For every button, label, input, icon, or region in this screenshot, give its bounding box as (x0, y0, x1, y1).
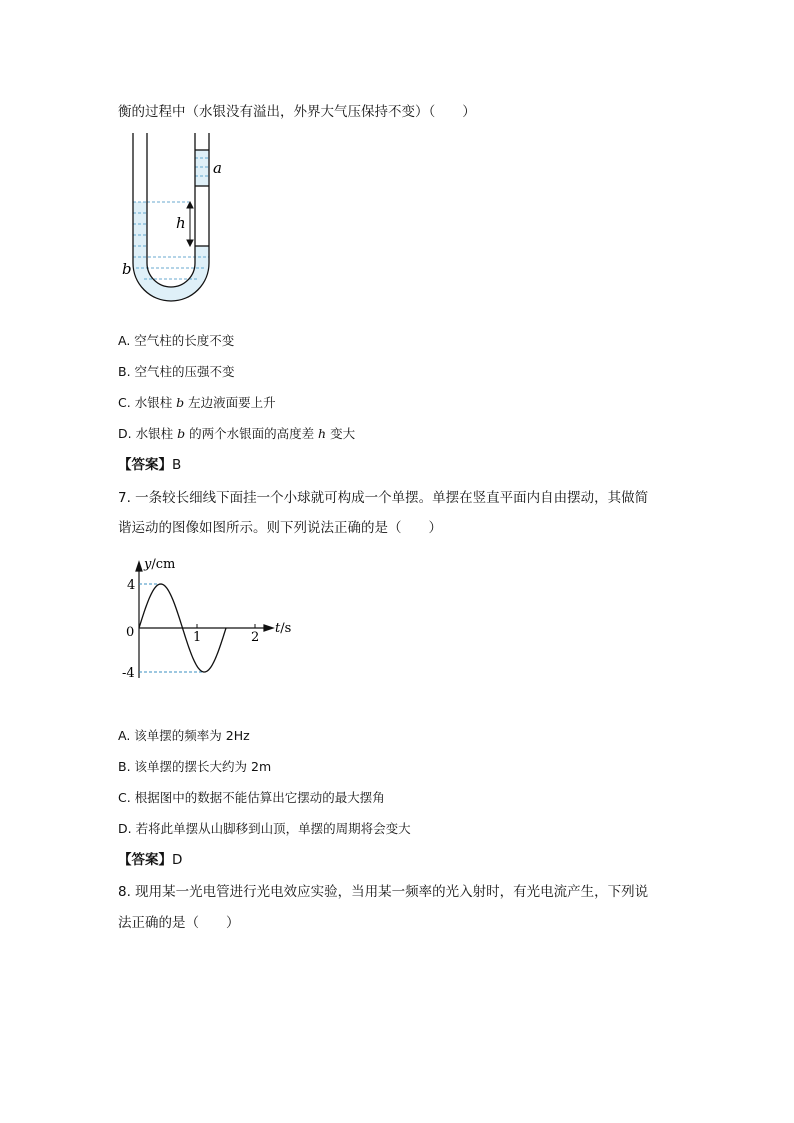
chart-x-label: t/s (275, 621, 292, 636)
label-b: b (122, 260, 132, 278)
u-tube-water (133, 150, 209, 301)
q6-option-a: A. 空气柱的长度不变 (118, 333, 235, 348)
y-tick-label: 4 (127, 578, 136, 593)
q7-option-c: C. 根据图中的数据不能估算出它摆动的最大摆角 (118, 790, 385, 805)
chart-ticks (122, 578, 259, 681)
y-tick-label: -4 (122, 666, 135, 681)
height-arrow (187, 202, 193, 246)
q8-stem-line1: 8. 现用某一光电管进行光电效应实验，当用某一频率的光入射时，有光电流产生，下列说 (118, 884, 649, 900)
q6-stem-line: 衡的过程中（水银没有溢出，外界大气压保持不变）（ ） (118, 104, 476, 120)
x-tick-label: 2 (251, 630, 260, 645)
q7-option-b: B. 该单摆的摆长大约为 2m (118, 759, 272, 774)
q6-option-c: C. 水银柱 b 左边液面要上升 (118, 395, 276, 410)
label-h: h (176, 214, 186, 232)
q6-option-d: D. 水银柱 b 的两个水银面的高度差 h 变大 (118, 426, 356, 441)
chart-origin-label: 0 (126, 625, 135, 640)
q8-stem-line2: 法正确的是（ ） (118, 915, 240, 931)
q7-stem-line2: 谐运动的图像如图所示。则下列说法正确的是（ ） (118, 520, 442, 536)
q7-stem-line1: 7. 一条较长细线下面挂一个小球就可构成一个单摆。单摆在竖直平面内自由摆动，其做简 (118, 490, 649, 506)
x-tick-label: 1 (193, 630, 202, 645)
label-a: a (213, 159, 222, 177)
q6-option-b: B. 空气柱的压强不变 (118, 364, 235, 379)
shm-displacement-chart (114, 556, 314, 686)
chart-axes (136, 562, 273, 678)
chart-y-label: y/cm (144, 557, 176, 572)
q7-answer: 【答案】D (118, 852, 183, 868)
q7-option-d: D. 若将此单摆从山脚移到山顶，单摆的周期将会变大 (118, 821, 411, 836)
q6-answer: 【答案】B (118, 457, 182, 473)
u-tube-figure (114, 128, 234, 298)
q7-option-a: A. 该单摆的频率为 2Hz (118, 728, 250, 743)
